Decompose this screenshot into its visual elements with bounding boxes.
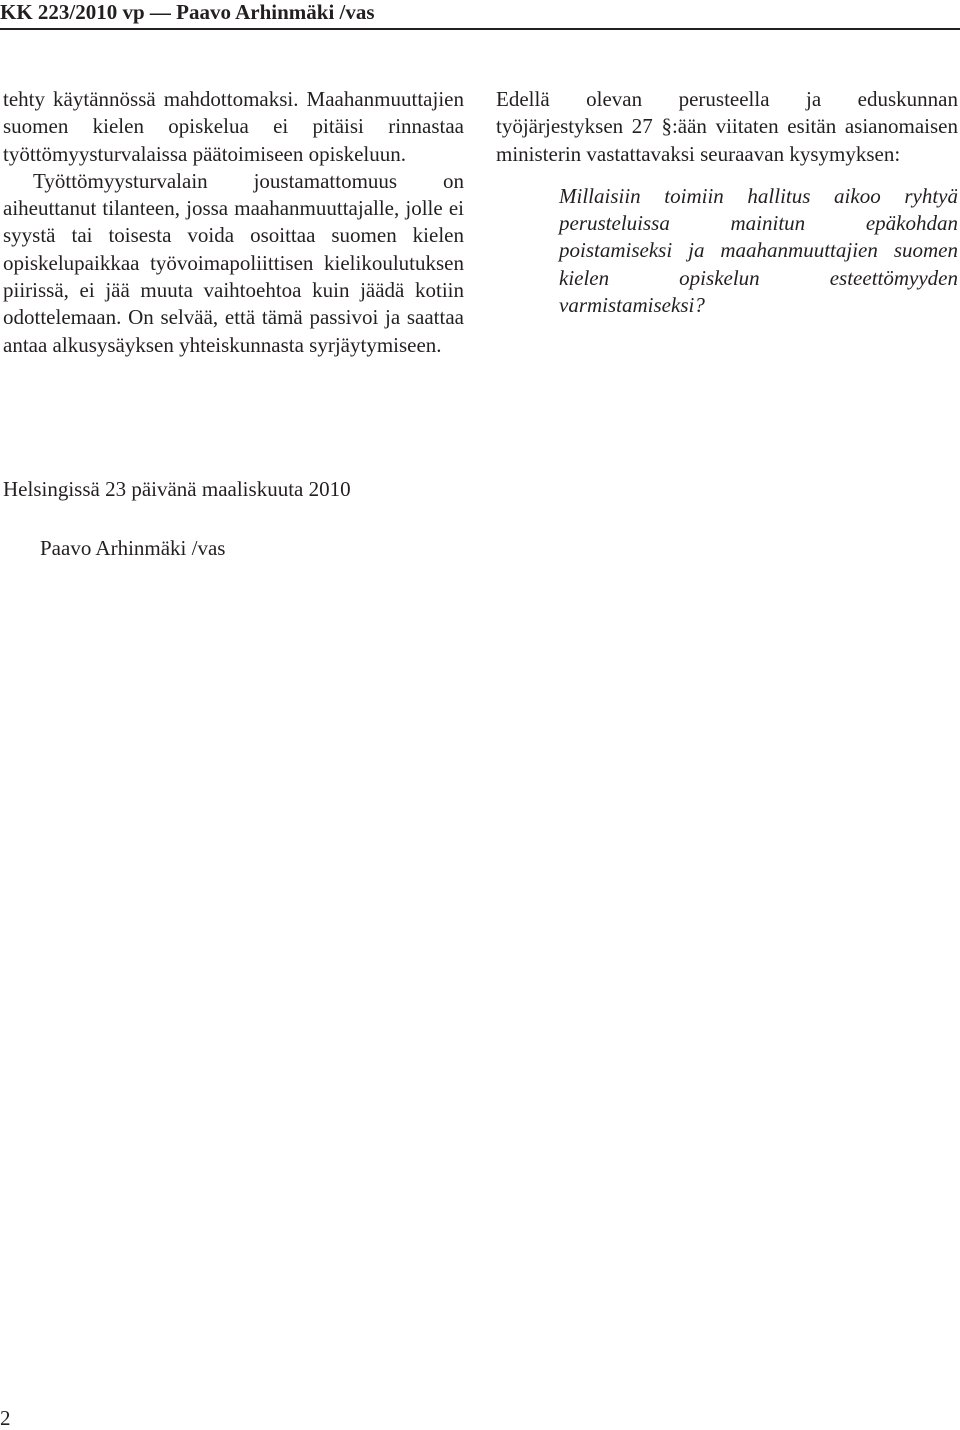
place-and-date: Helsingissä 23 päivänä maaliskuuta 2010: [3, 477, 351, 501]
header-rule: [0, 28, 960, 30]
right-column: [496, 86, 958, 319]
document-header: KK 223/2010 vp — Paavo Arhinmäki /vas: [0, 0, 375, 24]
signature: Paavo Arhinmäki /vas: [40, 536, 226, 560]
page-number: 2: [0, 1406, 11, 1430]
body-paragraph-2: Työttömyysturvalain joustamattomuus on aiheuttanut tilanteen, jossa maahanmuuttajalle, jolle ei syystä tai toisesta voida osoittaa suomen kielen opiskelupaikkaa työvoimapoliittisen kielikoulutuksen piirissä, ei jää muuta vaihtoehtoa kuin jäädä kotiin odottelemaan. On selvää, että tämä passivoi ja saattaa antaa alkusysäyksen yhteiskunnasta syrjäytymiseen.: [3, 168, 464, 357]
body-paragraph-1: tehty käytännössä mahdottomaksi. Maahanmuuttajien suomen kielen opiskelua ei pitäisi rinnastaa työttömyysturvalaissa päätoimiseen opiskeluun.: [3, 87, 464, 166]
written-question: Millaisiin toimiin hallitus aikoo ryhtyä perusteluissa mainitun epäkohdan poistamiseksi ja maahanmuuttajien suomen kielen opiskelun esteettömyyden varmistamiseksi?: [559, 183, 958, 318]
left-column: [3, 86, 464, 359]
question-intro: Edellä olevan perusteella ja eduskunnan työjärjestyksen 27 §:ään viitaten esitän asianomaisen ministerin vastattavaksi seuraavan kysymyksen:: [496, 87, 958, 166]
